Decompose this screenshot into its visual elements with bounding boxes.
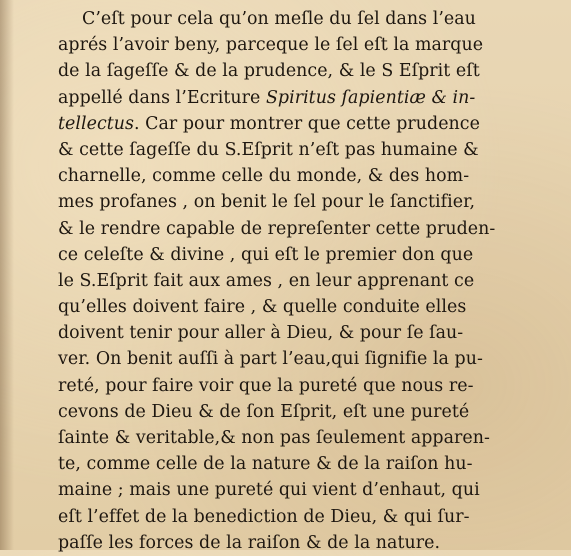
text-line: charnelle, comme celle du monde, & des hom- xyxy=(58,166,470,187)
text-line: ſainte & veritable,& non pas ſeulement apparen- xyxy=(58,428,490,448)
text-line: maine ; mais une pureté qui vient d’enhaut, qui xyxy=(58,480,480,501)
text-line: & cette ſageſſe du S.Eſprit n’eſt pas humaine & xyxy=(58,139,479,160)
text-line: cevons de Dieu & de ſon Eſprit, eſt une pureté xyxy=(58,401,470,422)
text-line: mes profanes , on benit le ſel pour le ſanctifier, xyxy=(58,192,476,213)
text-line: paſſe les forces de la raiſon & de la nature. xyxy=(58,532,441,553)
text-line: ver. On benit auſſi à part l’eau,qui ſignifie la pu- xyxy=(58,349,483,370)
latin-quotation: tellectus xyxy=(58,113,134,134)
paragraph xyxy=(58,6,528,556)
text-line: doivent tenir pour aller à Dieu, & pour ſe ſau- xyxy=(58,323,464,344)
text-line: & le rendre capable de repreſenter cette pruden- xyxy=(58,218,496,239)
text-line: ce celeſte & divine , qui eſt le premier don que xyxy=(58,244,474,265)
text-line: appellé dans l’Ecriture Spiritus ſapientiæ & in- xyxy=(58,87,476,108)
text-line: eſt l’effet de la benediction de Dieu, & qui ſur- xyxy=(58,506,470,527)
page-gutter-shadow xyxy=(0,0,14,550)
text-line: qu’elles doivent faire , & quelle conduite elles xyxy=(58,297,467,318)
text-line: C’eſt pour cela qu’on meſle du ſel dans l’eau xyxy=(82,9,476,29)
text-line: aprés l’avoir beny, parceque le ſel eſt la marque xyxy=(58,35,484,56)
text-line: de la ſageſſe & de la prudence, & le S Eſprit eſt xyxy=(58,61,480,82)
text-line: reté, pour faire voir que la pureté que nous re- xyxy=(58,375,474,396)
text-line: le S.Eſprit fait aux ames , en leur apprenant ce xyxy=(58,270,475,291)
text-line: tellectus. Car pour montrer que cette prudence xyxy=(58,113,480,134)
text-line: te, comme celle de la nature & de la raiſon hu- xyxy=(58,454,473,475)
latin-quotation: Spiritus ſapientiæ & in- xyxy=(265,87,476,108)
